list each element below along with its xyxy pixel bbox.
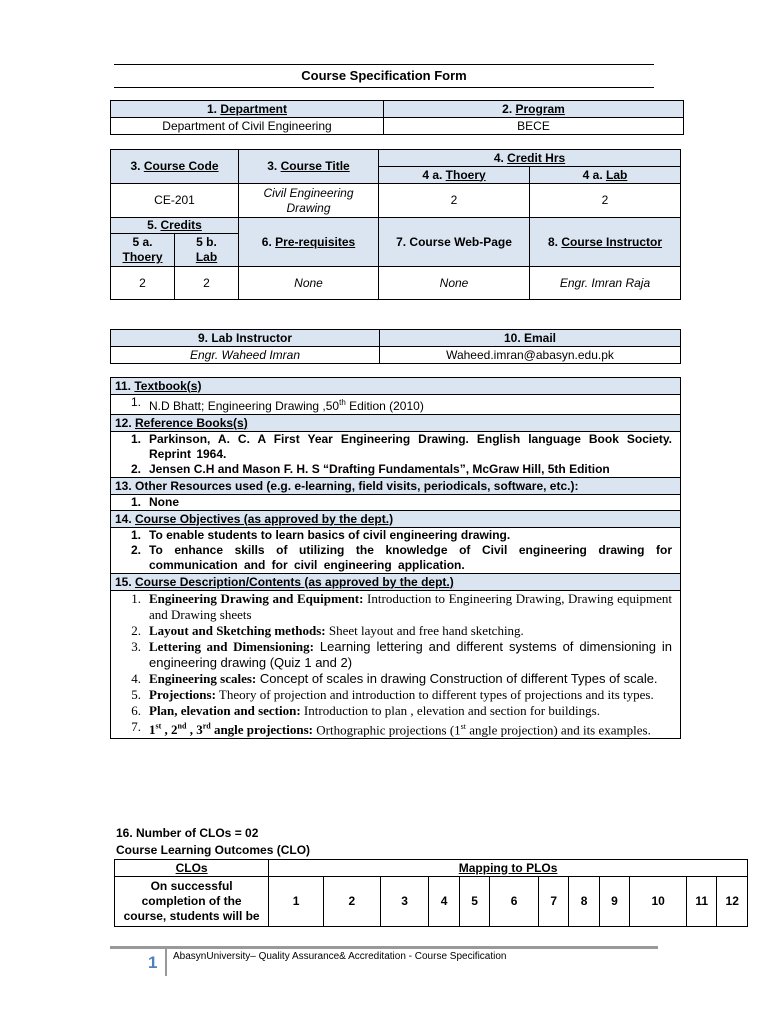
course-title-value: Civil Engineering Drawing xyxy=(239,184,379,218)
footer-text: AbasynUniversity– Quality Assurance& Accreditation - Course Specification xyxy=(173,951,507,962)
plo-6: 6 xyxy=(490,877,539,927)
course-instructor-header: 8. Course Instructor xyxy=(530,218,681,267)
plo-8: 8 xyxy=(569,877,599,927)
description-list xyxy=(111,591,681,739)
list-item: 1. To enable students to learn basics of civil engineering drawing. xyxy=(130,528,511,542)
credits-lab-header: 5 b. Lab xyxy=(175,234,239,267)
course-webpage-value: None xyxy=(379,267,530,300)
list-item: 1. Engineering Drawing and Equipment: Introduction to Engineering Drawing, Drawing equipment and Drawing sheets xyxy=(131,591,672,622)
other-resources-header: 13. Other Resources used (e.g. e-learning, field visits, periodicals, software, etc.): xyxy=(111,478,681,495)
textbook-header: 11. Textbook(s) xyxy=(111,378,681,395)
course-table xyxy=(110,149,681,300)
list-item: 2. Layout and Sketching methods: Sheet layout and free hand sketching. xyxy=(131,623,524,638)
reference-books-list xyxy=(111,432,681,478)
lab-instructor-value: Engr. Waheed Imran xyxy=(111,347,380,364)
credits-theory-header: 5 a. Thoery xyxy=(111,234,175,267)
course-content-table xyxy=(110,377,681,739)
title-top-rule xyxy=(114,64,654,65)
prerequisites-value: None xyxy=(239,267,379,300)
clo-table xyxy=(114,859,748,927)
department-value: Department of Civil Engineering xyxy=(111,118,384,135)
credits-header: 5. Credits xyxy=(111,218,239,234)
list-item: 1. None xyxy=(130,495,179,509)
email-value: Waheed.imran@abasyn.edu.pk xyxy=(380,347,681,364)
other-resources-list xyxy=(111,495,681,511)
footer-divider xyxy=(165,946,167,976)
credits-theory-value: 2 xyxy=(111,267,175,300)
theory-hrs-value: 2 xyxy=(379,184,530,218)
theory-header: 4 a. Thoery xyxy=(379,167,530,184)
plo-1: 1 xyxy=(269,877,324,927)
plo-12: 12 xyxy=(717,877,748,927)
lab-instructor-table xyxy=(110,329,681,364)
page-number: 1 xyxy=(148,953,158,972)
email-header: 10. Email xyxy=(380,330,681,347)
department-header: 1. Department xyxy=(111,101,384,118)
lab-instructor-header: 9. Lab Instructor xyxy=(111,330,380,347)
course-title-header: 3. Course Title xyxy=(239,150,379,184)
course-code-header: 3. Course Code xyxy=(111,150,239,184)
plo-11: 11 xyxy=(687,877,717,927)
credits-lab-value: 2 xyxy=(175,267,239,300)
reference-books-header: 12. Reference Books(s) xyxy=(111,415,681,432)
plo-5: 5 xyxy=(459,877,489,927)
list-item: 2. Jensen C.H and Mason F. H. S “Drafting Fundamentals”, McGraw Hill, 5th Edition xyxy=(130,462,610,476)
description-header: 15. Course Description/Contents (as approved by the dept.) xyxy=(111,574,681,591)
credit-hrs-header: 4. Credit Hrs xyxy=(379,150,681,167)
plo-2: 2 xyxy=(323,877,380,927)
program-header: 2. Program xyxy=(384,101,684,118)
course-webpage-header: 7. Course Web-Page xyxy=(379,218,530,267)
list-item: 1. N.D Bhatt; Engineering Drawing ,50th Edition (2010) xyxy=(130,395,424,413)
clo-count: 16. Number of CLOs = 02 xyxy=(116,826,259,840)
list-item: 5. Projections: Theory of projection and introduction to different types of projections and its types. xyxy=(131,687,654,702)
title-bottom-rule xyxy=(114,87,654,88)
clo-row-label: On successful completion of the course, students will be xyxy=(115,877,269,927)
plo-10: 10 xyxy=(630,877,687,927)
objectives-header: 14. Course Objectives (as approved by the dept.) xyxy=(111,511,681,528)
lab-hrs-value: 2 xyxy=(530,184,681,218)
list-item: 7. 1st , 2nd , 3rd angle projections: Orthographic projections (1st angle projection) and its examples. xyxy=(131,719,651,738)
plo-4: 4 xyxy=(429,877,459,927)
plo-7: 7 xyxy=(538,877,568,927)
mapping-header: Mapping to PLOs xyxy=(269,860,748,877)
footer-rule xyxy=(110,946,658,949)
plo-9: 9 xyxy=(599,877,629,927)
clo-heading: Course Learning Outcomes (CLO) xyxy=(116,843,311,857)
lab-header: 4 a. Lab xyxy=(530,167,681,184)
program-value: BECE xyxy=(384,118,684,135)
clos-header: CLOs xyxy=(115,860,269,877)
course-code-value: CE-201 xyxy=(111,184,239,218)
objectives-list xyxy=(111,528,681,574)
prerequisites-header: 6. Pre-requisites xyxy=(239,218,379,267)
list-item: 6. Plan, elevation and section: Introduction to plan , elevation and section for buildings. xyxy=(131,703,600,718)
form-title: Course Specification Form xyxy=(301,68,467,83)
list-item: 2. To enhance skills of utilizing the knowledge of Civil engineering drawing for communication and for civil engineering application. xyxy=(130,543,672,572)
list-item: 3. Lettering and Dimensioning: Learning lettering and different systems of dimensioning in engineering drawing (Quiz 1 and 2) xyxy=(131,639,673,670)
department-program-table xyxy=(110,100,684,135)
course-instructor-value: Engr. Imran Raja xyxy=(530,267,681,300)
list-item: 1. Parkinson, A. C. A First Year Engineering Drawing. English language Book Society. Reprint 1964. xyxy=(130,432,672,461)
textbook-list xyxy=(111,395,681,415)
list-item: 4. Engineering scales: Concept of scales in drawing Construction of different Types of scale. xyxy=(131,671,658,686)
plo-3: 3 xyxy=(380,877,429,927)
